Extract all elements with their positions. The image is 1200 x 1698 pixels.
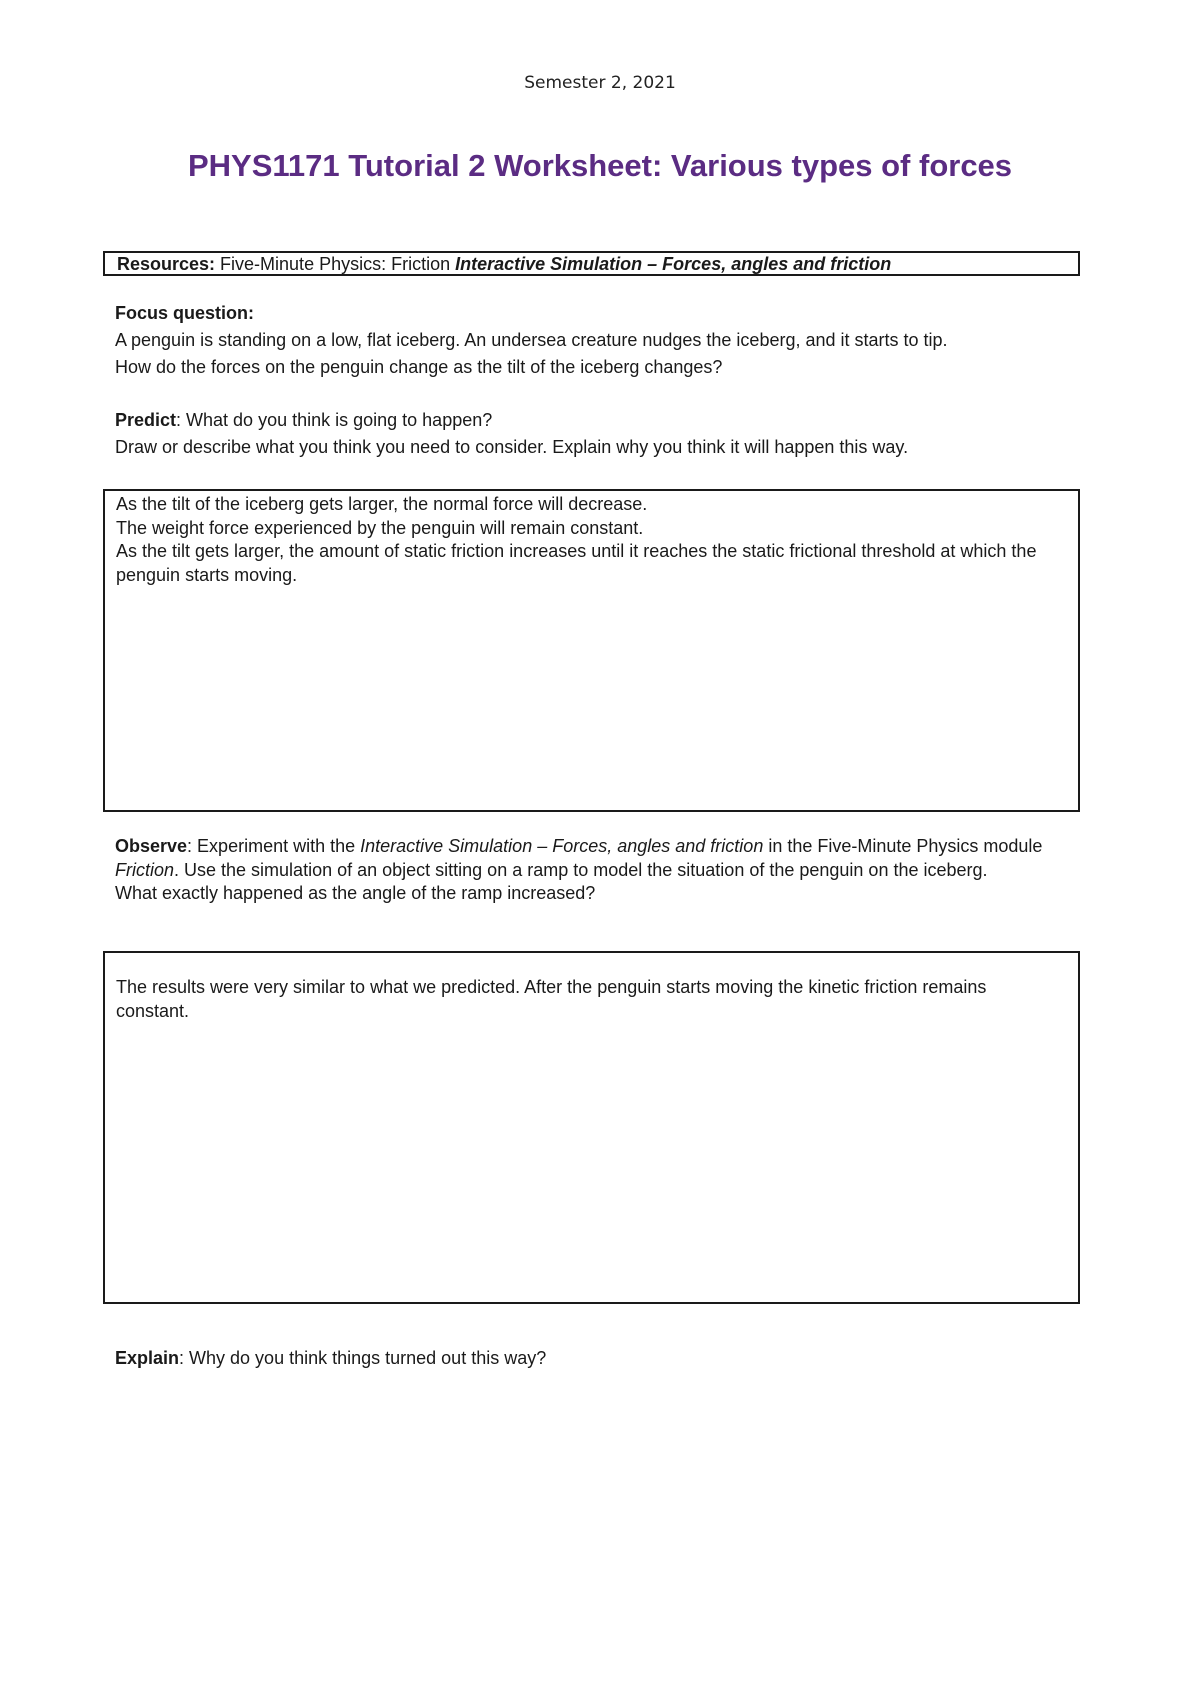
focus-text-line-1: A penguin is standing on a low, flat iceberg. An undersea creature nudges the iceberg, and it starts to tip. — [115, 330, 948, 350]
predict-line-2: Draw or describe what you think you need to consider. Explain why you think it will happen this way. — [115, 437, 909, 457]
predict-label: Predict — [115, 410, 177, 430]
observe-instructions — [115, 835, 1102, 882]
predict-section — [115, 407, 1095, 461]
explain-label: Explain — [115, 1348, 180, 1368]
observe-simulation-title: Interactive Simulation – Forces, angles and friction — [360, 836, 764, 856]
observe-answer-text: The results were very similar to what we predicted. After the penguin starts moving the kinetic friction remains constant. — [116, 977, 987, 1021]
predict-answer-box[interactable] — [103, 489, 1080, 812]
explain-question: : Why do you think things turned out this way? — [179, 1348, 547, 1368]
observe-text-1: : Experiment with the — [187, 836, 361, 856]
resources-simulation-title: Interactive Simulation – Forces, angles and friction — [455, 254, 892, 274]
observe-section — [115, 835, 1102, 906]
resources-label: Resources: — [117, 254, 216, 274]
observe-question: What exactly happened as the angle of the ramp increased? — [115, 883, 596, 903]
predict-answer-line-1: As the tilt of the iceberg gets larger, the normal force will decrease. — [116, 494, 648, 514]
explain-section — [115, 1345, 1095, 1372]
observe-answer-box[interactable] — [103, 951, 1080, 1304]
focus-label: Focus question: — [115, 303, 254, 323]
predict-answer-line-3: As the tilt gets larger, the amount of static friction increases until it reaches the static frictional threshold at which the penguin starts moving. — [116, 541, 1037, 585]
semester-header: Semester 2, 2021 — [524, 73, 676, 93]
predict-question: : What do you think is going to happen? — [176, 410, 493, 430]
focus-section — [115, 300, 1095, 381]
observe-text-3: . Use the simulation of an object sitting on a ramp to model the situation of the penguin on the iceberg. — [174, 859, 988, 880]
observe-module-name: Friction — [115, 859, 175, 880]
resources-text: Five-Minute Physics: Friction — [215, 254, 456, 274]
focus-text-line-2: How do the forces on the penguin change as the tilt of the iceberg changes? — [115, 357, 723, 377]
observe-text-2: in the Five-Minute Physics module — [763, 836, 1043, 856]
predict-line-1 — [115, 407, 1095, 434]
predict-answer-line-2: The weight force experienced by the penguin will remain constant. — [116, 517, 644, 538]
page-title: PHYS1171 Tutorial 2 Worksheet: Various types of forces — [187, 148, 1013, 183]
observe-label: Observe — [115, 836, 188, 856]
resources-box — [103, 251, 1080, 276]
